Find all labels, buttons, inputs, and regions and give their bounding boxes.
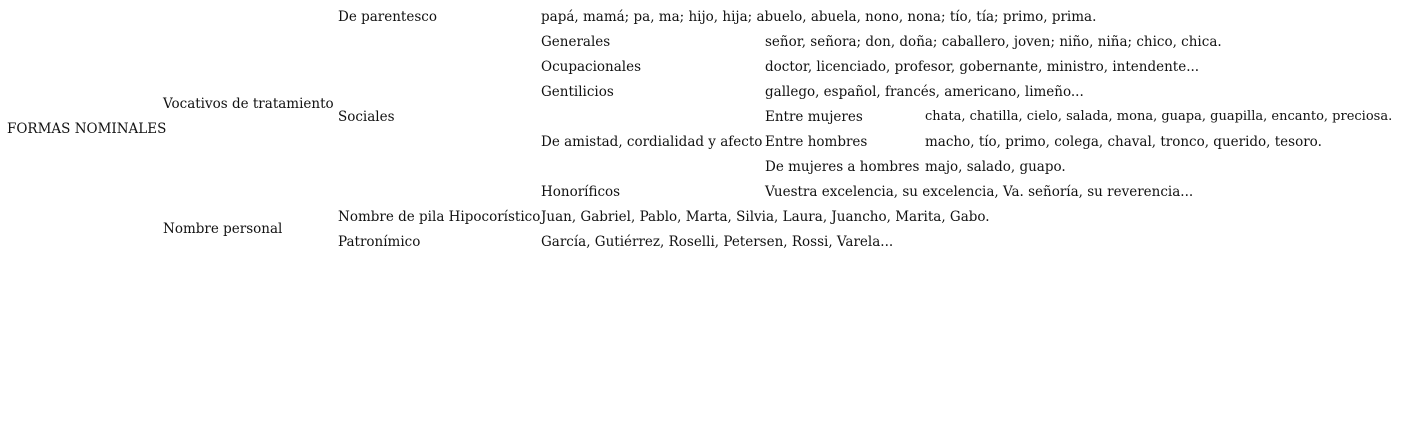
entre-mujeres-examples: chata, chatilla, cielo, salada, mona, guapa, guapilla, encanto, preciosa.	[925, 109, 1393, 124]
amistad-label: De amistad, cordialidad y afecto	[541, 134, 763, 150]
patronimico-examples: García, Gutiérrez, Roselli, Petersen, Rossi, Varela...	[541, 234, 894, 250]
nombre-personal-label: Nombre personal	[163, 221, 283, 237]
ocupacionales-label: Ocupacionales	[541, 59, 641, 75]
mujeres-a-hombres-label: De mujeres a hombres	[765, 159, 920, 175]
patronimico-label: Patronímico	[338, 234, 421, 250]
generales-examples: señor, señora; don, doña; caballero, joven; niño, niña; chico, chica.	[765, 34, 1222, 50]
nombre-de-pila-label: Nombre de pila Hipocorístico	[338, 209, 541, 225]
sociales-label: Sociales	[338, 109, 395, 125]
honorificos-label: Honoríficos	[541, 184, 621, 200]
entre-mujeres-label: Entre mujeres	[765, 109, 863, 125]
parentesco-label: De parentesco	[338, 9, 437, 25]
gentilicios-examples: gallego, español, francés, americano, limeño...	[765, 84, 1084, 100]
vocativos-label: Vocativos de tratamiento	[163, 96, 334, 112]
mujeres-a-hombres-examples: majo, salado, guapo.	[925, 159, 1066, 175]
parentesco-examples: papá, mamá; pa, ma; hijo, hija; abuelo, abuela, nono, nona; tío, tía; primo, prima.	[541, 9, 1097, 25]
gentilicios-label: Gentilicios	[541, 84, 614, 100]
honorificos-examples: Vuestra excelencia, su excelencia, Va. señoría, su reverencia...	[765, 184, 1194, 200]
ocupacionales-examples: doctor, licenciado, profesor, gobernante, ministro, intendente...	[765, 59, 1200, 75]
entre-hombres-examples: macho, tío, primo, colega, chaval, tronco, querido, tesoro.	[925, 134, 1322, 150]
entre-hombres-label: Entre hombres	[765, 134, 868, 150]
generales-label: Generales	[541, 34, 611, 50]
nombre-de-pila-examples: Juan, Gabriel, Pablo, Marta, Silvia, Laura, Juancho, Marita, Gabo.	[541, 209, 990, 225]
root-label: FORMAS NOMINALES	[7, 121, 167, 137]
